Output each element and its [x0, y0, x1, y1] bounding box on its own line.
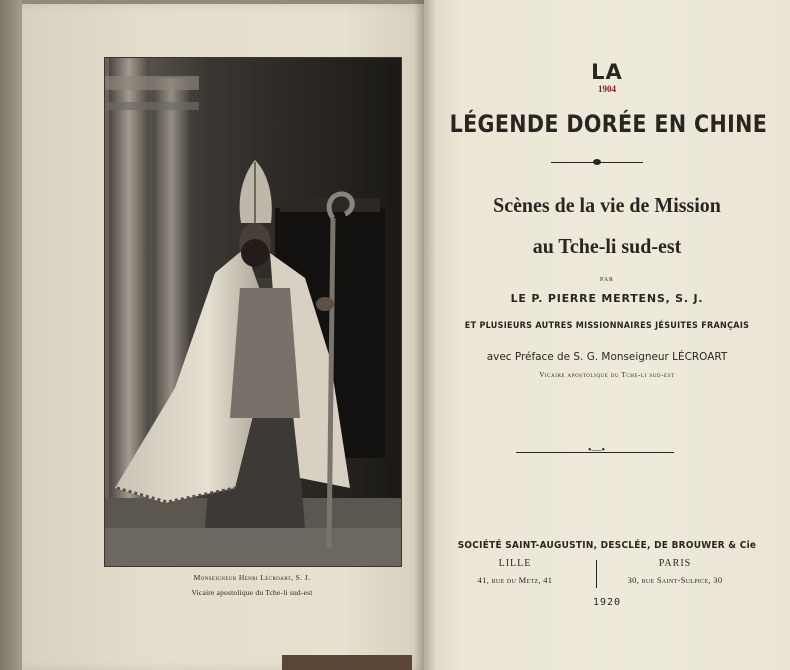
book-edge	[0, 0, 22, 670]
spine-binding	[282, 655, 412, 670]
author: LE P. PIERRE MERTENS, S. J.	[510, 292, 704, 305]
book-gutter	[414, 0, 436, 670]
city-lille: LILLE	[498, 558, 532, 569]
rule-ornament	[593, 159, 601, 165]
right-page	[424, 0, 790, 670]
publication-year: 1920	[592, 597, 622, 608]
column-divider	[596, 560, 597, 588]
preface-author-title: Vicaire apostolique du Tche-li sud-est	[539, 371, 675, 379]
library-stamp: 1904	[598, 84, 616, 94]
photo-caption: Monseigneur Henri Lécroart, S. J.	[193, 573, 311, 582]
address-paris: 30, rue Saint-Sulpice, 30	[627, 575, 723, 585]
subtitle-line2: au Tche-li sud-est	[532, 234, 682, 258]
by-label: PAR	[599, 277, 615, 283]
rule-ornament-2: •—•	[588, 445, 606, 456]
photo-caption-subtitle: Vicaire apostolique du Tche-li sud-est	[191, 588, 313, 597]
subtitle-line1: Scènes de la vie de Mission	[493, 193, 721, 217]
co-authors: ET PLUSIEURS AUTRES MISSIONNAIRES JÉSUITES FRANÇAIS	[464, 321, 750, 331]
frontispiece-photo	[104, 57, 402, 567]
publisher: SOCIÉTÉ SAINT-AUGUSTIN, DESCLÉE, DE BROUWER & Cie	[457, 540, 757, 551]
address-lille: 41, rue du Metz, 41	[477, 575, 553, 585]
book-title: LÉGENDE DORÉE EN CHINE	[449, 110, 768, 138]
preface-credit: avec Préface de S. G. Monseigneur LÉCROART	[486, 350, 728, 363]
city-paris: PARIS	[658, 558, 692, 569]
title-article: LA	[591, 60, 623, 84]
